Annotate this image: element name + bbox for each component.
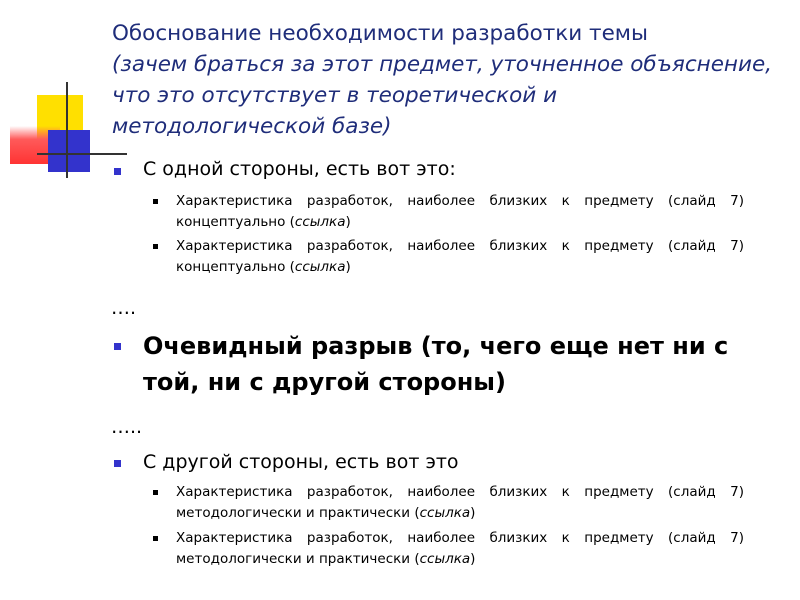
sub-item-4: Характеристика разработок, наиболее близких к предмету (слайд 7) методологически и практически (ссылка) <box>176 530 744 567</box>
decor-vertical-line <box>66 82 68 178</box>
slide-title <box>112 18 772 142</box>
slide-title-main: Обоснование необходимости разработки темы <box>112 21 648 46</box>
sub-item-1: Характеристика разработок, наиболее близких к предмету (слайд 7) концептуально (ссылка) <box>176 193 744 230</box>
sub-bullet-icon <box>153 536 158 541</box>
decor-blue-square <box>48 130 90 172</box>
sub-item-2: Характеристика разработок, наиболее близких к предмету (слайд 7) концептуально (ссылка) <box>176 238 744 275</box>
decor-horizontal-line <box>37 153 127 155</box>
slide-title-subtitle: (зачем браться за этот предмет, уточненное объяснение, что это отсутствует в теоретической и методологической базе) <box>112 52 773 139</box>
sub-item-3: Характеристика разработок, наиболее близких к предмету (слайд 7) методологически и практически (ссылка) <box>176 484 744 521</box>
bullet-one-side: С одной стороны, есть вот это: <box>143 158 456 180</box>
link-text: ссылка <box>294 259 346 275</box>
bullet-other-side: С другой стороны, есть вот это <box>143 451 459 473</box>
link-text: ссылка <box>294 214 346 230</box>
link-text: ссылка <box>419 505 471 521</box>
sub-bullet-icon <box>153 199 158 204</box>
ellipsis-2: ….. <box>111 416 143 438</box>
sub-bullet-icon <box>153 490 158 495</box>
bullet-square-icon <box>114 343 121 350</box>
link-text: ссылка <box>419 551 471 567</box>
bullet-gap: Очевидный разрыв (то, чего еще нет ни с той, ни с другой стороны) <box>143 332 729 396</box>
bullet-square-icon <box>114 460 121 467</box>
sub-bullet-icon <box>153 244 158 249</box>
ellipsis-1: …. <box>111 297 137 319</box>
bullet-square-icon <box>114 168 121 175</box>
